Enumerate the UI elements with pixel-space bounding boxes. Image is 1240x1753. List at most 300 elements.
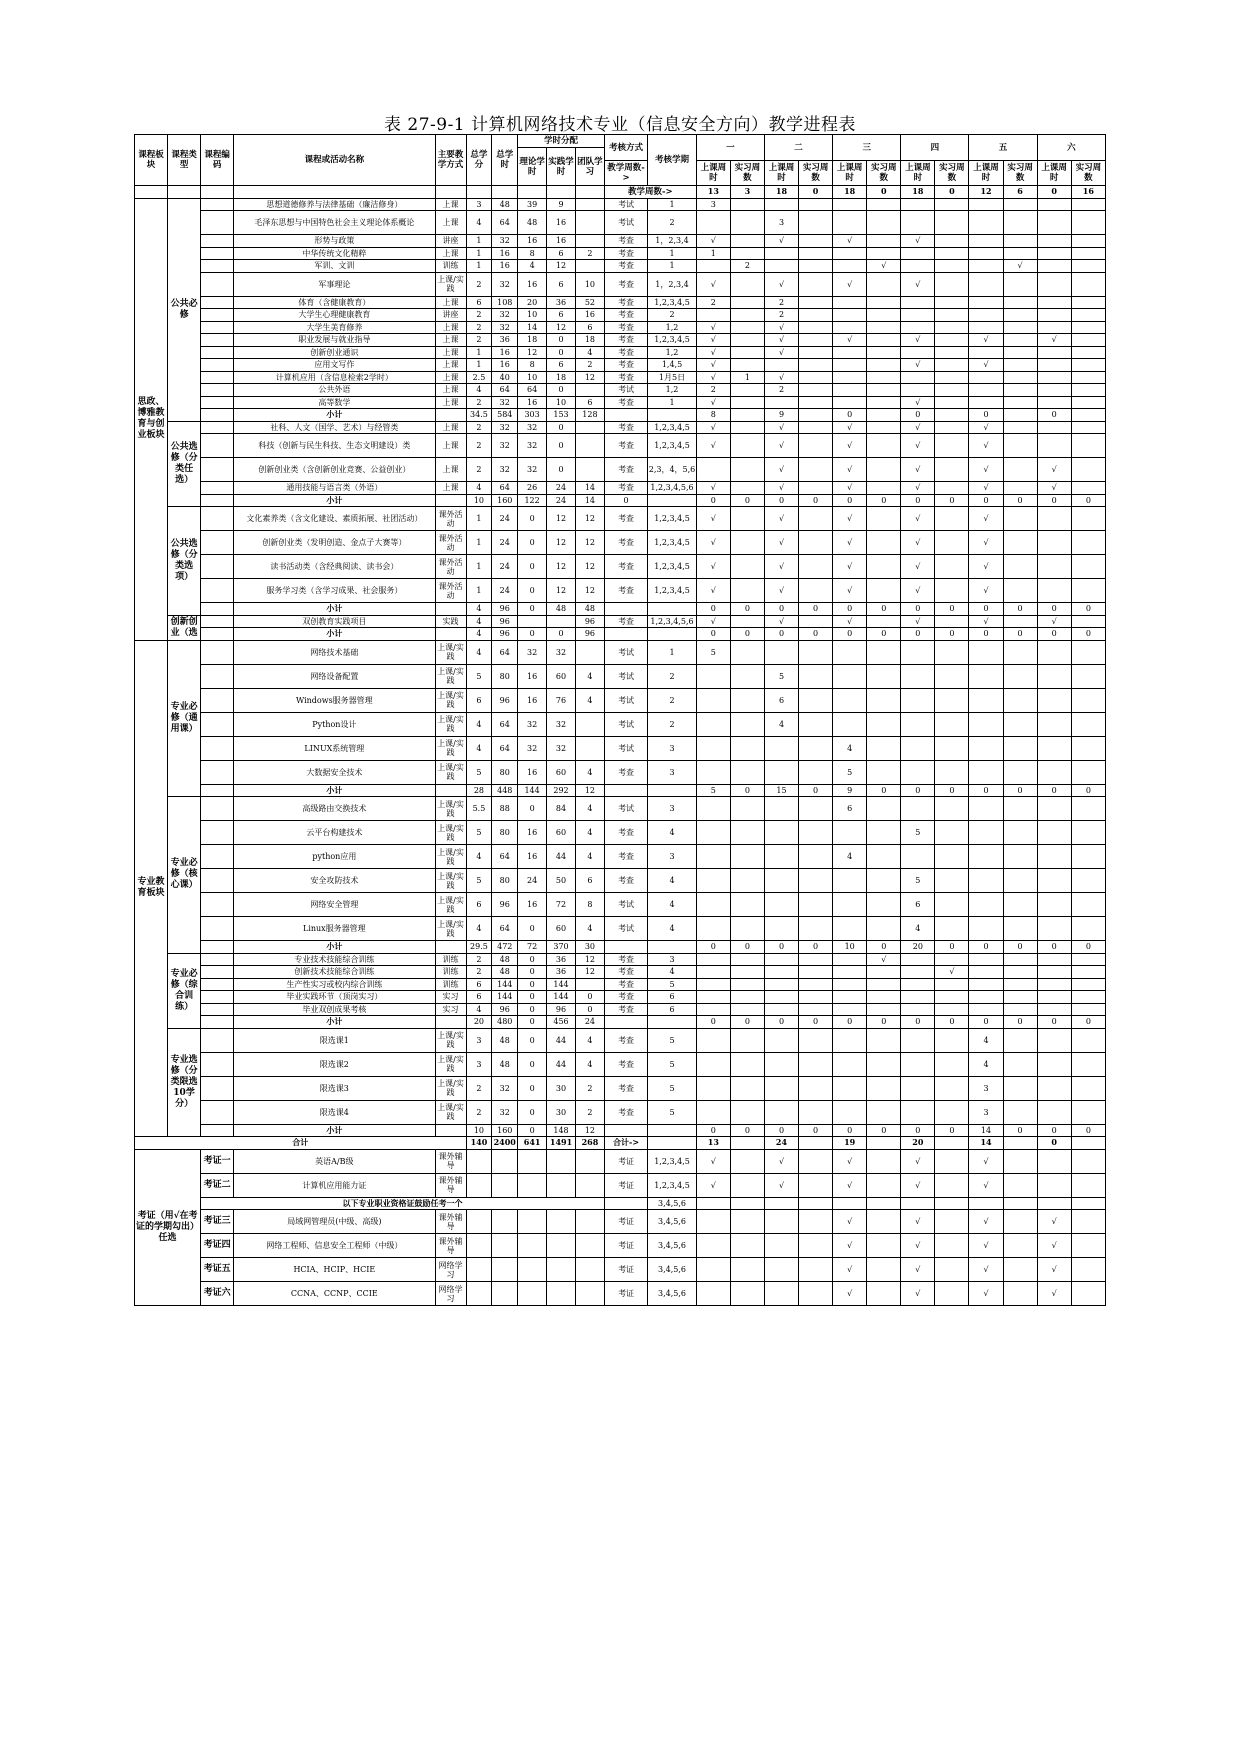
course-row [135,579,1106,603]
empty-cell [518,1234,547,1258]
week-count-cell: 3 [730,186,764,199]
semester-cell [799,384,833,397]
empty-cell [969,1197,1003,1210]
semester-cell: 5 [901,869,935,893]
exam-term: 5 [648,1100,697,1124]
exam-method: 考试 [604,797,647,821]
subtotal-label: 小计 [234,784,435,797]
semester-cell: 0 [764,1124,798,1137]
exam-method: 考证 [604,1258,647,1282]
exam-method: 考试 [604,712,647,736]
empty-cell [466,1282,492,1306]
semester-cell: √ [1037,334,1071,347]
semester-cell: √ [969,579,1003,603]
semester-cell [1003,247,1037,260]
semester-cell: 6 [901,893,935,917]
subtotal-label: 小计 [234,1016,435,1029]
course-row [135,664,1106,688]
course-name: Linux服务器管理 [234,917,435,941]
course-name: 社科、人文（国学、艺术）与经管类 [234,421,435,434]
teaching-mode: 训练 [435,953,466,966]
semester-cell: 0 [799,784,833,797]
subtotal-label: 小计 [234,409,435,422]
semester-cell [799,966,833,979]
semester-cell [1003,309,1037,322]
total-semester-cell [1003,1137,1037,1150]
course-code [201,458,234,482]
semester-cell: √ [901,334,935,347]
semester-cell [1071,664,1105,688]
practice-hours: 24 [547,482,576,495]
course-row [135,869,1106,893]
semester-cell [969,797,1003,821]
semester-cell [764,1076,798,1100]
theory-hours: 16 [518,760,547,784]
semester-cell [969,272,1003,296]
semester-cell [1003,1028,1037,1052]
semester-cell: 5 [901,821,935,845]
semester-cell [1003,507,1037,531]
semester-cell [935,211,969,235]
semester-cell [867,396,901,409]
semester-cell: 0 [935,1124,969,1137]
practice-hours: 0 [547,334,576,347]
semester-cell [833,917,867,941]
practice-hours: 0 [547,421,576,434]
semester-cell [696,260,730,273]
semester-cell [935,1028,969,1052]
teaching-mode: 上课/实践 [435,712,466,736]
semester-cell [799,640,833,664]
practice-hours: 12 [547,321,576,334]
semester-cell: √ [696,421,730,434]
semester-cell [969,235,1003,248]
subtotal-row [135,628,1106,641]
semester-cell: √ [901,359,935,372]
semester-cell [867,1100,901,1124]
semester-cell [730,1149,764,1173]
exam-term: 1,2,3,4,5 [648,421,697,434]
header-intern-3: 实习周数 [867,161,901,186]
semester-cell [867,434,901,458]
semester-cell [901,321,935,334]
course-name: LINUX系统管理 [234,736,435,760]
semester-cell [764,845,798,869]
semester-cell [969,640,1003,664]
semester-cell [1037,359,1071,372]
subtotal-row [135,494,1106,507]
theory-hours: 0 [518,1003,547,1016]
semester-cell: √ [833,531,867,555]
semester-cell: √ [901,421,935,434]
semester-cell [764,247,798,260]
semester-cell [799,1003,833,1016]
semester-cell [1003,555,1037,579]
theory-hours: 32 [518,458,547,482]
credit: 5 [466,821,492,845]
semester-cell [1003,272,1037,296]
semester-cell [935,384,969,397]
credit: 3 [466,198,492,211]
hours: 160 [492,1124,518,1137]
semester-cell [1037,821,1071,845]
theory-hours: 0 [518,966,547,979]
semester-cell [1071,260,1105,273]
teaching-mode: 上课/实践 [435,640,466,664]
empty-cell [575,1149,604,1173]
semester-cell [867,1052,901,1076]
header-name: 课程或活动名称 [234,135,435,186]
semester-cell [799,1258,833,1282]
course-name: 双创教育实践项目 [234,615,435,628]
semester-cell [867,1028,901,1052]
semester-cell: √ [764,482,798,495]
theory-hours: 8 [518,247,547,260]
semester-cell [764,966,798,979]
course-row [135,247,1106,260]
semester-cell [1071,966,1105,979]
semester-cell [1037,272,1071,296]
course-row [135,421,1106,434]
semester-cell: √ [764,1149,798,1173]
team-hours: 10 [575,272,604,296]
semester-cell [1003,421,1037,434]
semester-cell [935,321,969,334]
practice-hours: 12 [547,579,576,603]
theory-hours: 0 [518,603,547,616]
credit: 6 [466,991,492,1004]
total-semester-cell: 24 [764,1137,798,1150]
semester-cell [833,211,867,235]
semester-cell [1003,198,1037,211]
team-hours: 96 [575,615,604,628]
semester-cell: 5 [696,784,730,797]
cert-row [135,1282,1106,1306]
team-hours: 4 [575,917,604,941]
semester-cell: 0 [1003,494,1037,507]
theory-hours: 0 [518,1052,547,1076]
cert-code: 考证二 [201,1173,234,1197]
course-code [201,991,234,1004]
credit: 4 [466,603,492,616]
course-name: 军事理论 [234,272,435,296]
semester-cell [935,482,969,495]
semester-cell [696,991,730,1004]
header-type: 课程类型 [168,135,201,186]
course-row [135,260,1106,273]
exam-method: 考查 [604,334,647,347]
semester-cell [969,991,1003,1004]
teaching-mode: 课外活动 [435,507,466,531]
semester-cell: 0 [1003,1124,1037,1137]
course-name: python应用 [234,845,435,869]
semester-cell [696,797,730,821]
semester-cell [935,296,969,309]
semester-cell [764,893,798,917]
semester-cell: 2 [764,309,798,322]
empty-cell [575,1173,604,1197]
semester-cell [867,309,901,322]
semester-cell: 0 [1037,628,1071,641]
course-name: 限选课2 [234,1052,435,1076]
semester-cell [867,507,901,531]
semester-cell [764,869,798,893]
semester-cell: √ [969,1149,1003,1173]
course-row [135,321,1106,334]
semester-cell: √ [764,346,798,359]
semester-cell [799,797,833,821]
semester-cell: 0 [1071,628,1105,641]
course-code [201,409,234,422]
semester-cell [935,531,969,555]
semester-cell [764,797,798,821]
exam-term: 2,3，4，5,6 [648,458,697,482]
hours: 48 [492,198,518,211]
empty-cell [1071,1197,1105,1210]
semester-cell: 3 [969,1100,1003,1124]
hours: 16 [492,247,518,260]
teaching-mode: 实习 [435,991,466,1004]
course-code [201,507,234,531]
course-code [201,247,234,260]
theory-hours: 16 [518,235,547,248]
credit: 2 [466,334,492,347]
course-name: 科技（创新与民生科技、生态文明建设）类 [234,434,435,458]
course-code [201,1100,234,1124]
semester-cell: √ [1003,260,1037,273]
semester-cell: 5 [696,640,730,664]
semester-cell: √ [969,531,1003,555]
team-hours: 4 [575,664,604,688]
empty-cell [575,1258,604,1282]
semester-cell: 0 [969,784,1003,797]
semester-cell: √ [969,334,1003,347]
hours: 24 [492,507,518,531]
semester-cell [1003,688,1037,712]
semester-cell: 0 [867,628,901,641]
semester-cell [730,893,764,917]
semester-cell [867,359,901,372]
exam-method: 考查 [604,1052,647,1076]
semester-cell [1037,211,1071,235]
empty-cell [901,1197,935,1210]
semester-cell: 6 [764,688,798,712]
hours: 88 [492,797,518,821]
course-name: 大学生美育修养 [234,321,435,334]
credit: 4 [466,917,492,941]
course-row [135,531,1106,555]
course-code [201,359,234,372]
semester-cell [867,845,901,869]
hours: 40 [492,371,518,384]
semester-cell [969,296,1003,309]
semester-cell: 0 [867,494,901,507]
semester-cell: 0 [935,941,969,954]
course-name: 中华传统文化精粹 [234,247,435,260]
cert-row [135,1210,1106,1234]
teaching-mode [435,1016,466,1029]
empty-cell [518,1210,547,1234]
credit: 2 [466,1100,492,1124]
hours: 108 [492,296,518,309]
teaching-mode: 上课 [435,334,466,347]
exam-term: 2 [648,712,697,736]
practice-hours: 148 [547,1124,576,1137]
semester-cell [867,211,901,235]
semester-cell [867,531,901,555]
semester-cell: √ [764,507,798,531]
semester-cell [1037,296,1071,309]
header-exam-method: 考核方式 [604,135,647,161]
empty-cell [518,186,547,199]
semester-cell [1071,953,1105,966]
semester-cell [833,664,867,688]
semester-cell: √ [833,482,867,495]
total-theory: 641 [518,1137,547,1150]
semester-cell [867,893,901,917]
empty-cell [168,186,201,199]
course-name: 职业发展与就业指导 [234,334,435,347]
semester-cell [1071,409,1105,422]
semester-cell [1003,736,1037,760]
exam-term: 6 [648,991,697,1004]
semester-cell [1071,1100,1105,1124]
credit: 5.5 [466,797,492,821]
semester-cell [1071,371,1105,384]
semester-cell [1037,235,1071,248]
course-type-label: 公共必修 [168,198,201,421]
credit: 2 [466,421,492,434]
course-code [201,1016,234,1029]
semester-cell: 0 [901,784,935,797]
semester-cell [799,260,833,273]
theory-hours: 32 [518,434,547,458]
team-hours: 6 [575,321,604,334]
semester-cell [730,458,764,482]
team-hours: 12 [575,966,604,979]
semester-cell: 0 [696,1124,730,1137]
teaching-mode: 上课 [435,321,466,334]
semester-cell: 0 [935,1016,969,1029]
semester-cell [1003,966,1037,979]
course-type-label: 公共选修（分类任选） [168,421,201,507]
team-hours: 12 [575,507,604,531]
semester-cell [1003,1173,1037,1197]
exam-term: 4 [648,869,697,893]
semester-cell [901,845,935,869]
empty-cell [604,1197,647,1210]
theory-hours: 0 [518,1100,547,1124]
semester-cell [696,688,730,712]
semester-cell [867,1149,901,1173]
course-row [135,640,1106,664]
semester-cell [867,409,901,422]
semester-cell [1037,531,1071,555]
semester-cell [1071,346,1105,359]
exam-method: 考查 [604,458,647,482]
course-code [201,1003,234,1016]
semester-cell [730,615,764,628]
semester-cell [1003,1234,1037,1258]
semester-cell [730,869,764,893]
course-row [135,615,1106,628]
semester-cell: √ [901,434,935,458]
semester-cell [935,1282,969,1306]
course-code [201,736,234,760]
course-name: 创新创业类（发明创造、金点子大赛等） [234,531,435,555]
semester-cell [1003,384,1037,397]
semester-cell [1071,1003,1105,1016]
week-count-cell: 16 [1071,186,1105,199]
semester-cell [833,359,867,372]
empty-cell [696,1197,730,1210]
theory-hours: 0 [518,1124,547,1137]
semester-cell [799,821,833,845]
semester-cell [867,247,901,260]
hours: 80 [492,869,518,893]
semester-cell: 2 [764,384,798,397]
semester-cell [867,421,901,434]
header-intern-1: 实习周数 [730,161,764,186]
team-hours: 4 [575,821,604,845]
semester-cell [969,821,1003,845]
semester-cell: √ [696,321,730,334]
semester-cell [935,409,969,422]
credit: 10 [466,1124,492,1137]
theory-hours [518,615,547,628]
subtotal-label: 小计 [234,1124,435,1137]
hours: 64 [492,917,518,941]
credit: 1 [466,359,492,372]
semester-cell: √ [833,1234,867,1258]
semester-cell [833,198,867,211]
semester-cell: 0 [969,941,1003,954]
semester-cell [969,917,1003,941]
team-hours: 0 [575,991,604,1004]
credit: 20 [466,1016,492,1029]
semester-cell: 4 [969,1028,1003,1052]
team-hours [575,640,604,664]
semester-cell [901,296,935,309]
empty-cell [648,1137,697,1150]
empty-cell [435,186,466,199]
semester-cell: 0 [1037,784,1071,797]
semester-cell [730,1003,764,1016]
semester-cell [833,966,867,979]
credit: 4 [466,482,492,495]
semester-cell [730,736,764,760]
semester-cell [1071,555,1105,579]
credit: 29.5 [466,941,492,954]
semester-cell [867,371,901,384]
empty-cell [575,1234,604,1258]
header-sem-6: 六 [1037,135,1105,161]
semester-cell [799,917,833,941]
exam-method: 考查 [604,978,647,991]
semester-cell [1071,247,1105,260]
semester-cell [901,966,935,979]
semester-cell [867,346,901,359]
course-name: Python设计 [234,712,435,736]
team-hours: 14 [575,482,604,495]
exam-term: 3,4,5,6 [648,1210,697,1234]
semester-cell [935,1258,969,1282]
semester-cell [1037,346,1071,359]
course-row [135,346,1106,359]
practice-hours: 32 [547,640,576,664]
semester-cell [935,736,969,760]
exam-method [604,628,647,641]
